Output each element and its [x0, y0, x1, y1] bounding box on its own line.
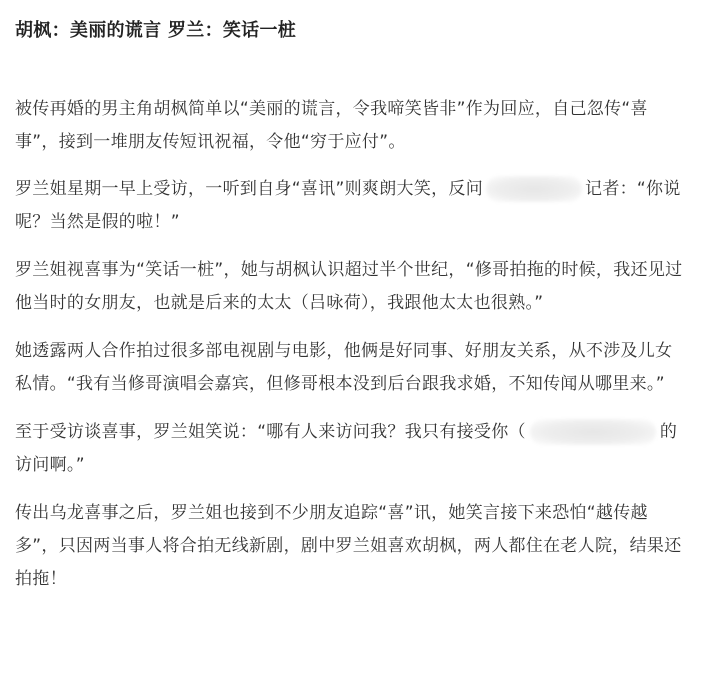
article-title: 胡枫：美丽的谎言 罗兰：笑话一桩	[15, 20, 297, 41]
paragraph-1: 被传再婚的男主角胡枫简单以“美丽的谎言，令我啼笑皆非”作为回应，自己忽传“喜事”，接到一堆朋友传短讯祝福，令他“穷于应付”。	[15, 99, 648, 152]
paragraph-2-text-start: 罗兰姐星期一早上受访，一听到自身“喜讯”则爽朗大笑，反问	[15, 179, 484, 199]
paragraph-2	[15, 173, 689, 239]
paragraph-5	[15, 416, 689, 482]
blurred-redaction	[530, 419, 656, 445]
paragraph-3: 罗兰姐视喜事为“笑话一桩”，她与胡枫认识超过半个世纪，“修哥拍拖的时候，我还见过他当时的女朋友，也就是后来的太太（吕咏荷），我跟他太太也很熟。”	[15, 260, 683, 313]
blurred-redaction	[486, 176, 582, 202]
paragraph-6: 传出乌龙喜事之后，罗兰姐也接到不少朋友追踪“喜”讯，她笑言接下来恐怕“越传越多”，只因两当事人将合拍无线新剧，剧中罗兰姐喜欢胡枫，两人都住在老人院，结果还拍拖！	[15, 503, 682, 589]
paragraph-5-text-start: 至于受访谈喜事，罗兰姐笑说：“哪有人来访问我？我只有接受你（	[15, 422, 526, 442]
article-body	[15, 93, 689, 596]
paragraph-5-text-end: 的访问啊。”	[15, 422, 678, 475]
paragraph-2-text-end: 记者：“你说呢？当然是假的啦！”	[15, 179, 681, 232]
paragraph-4: 她透露两人合作拍过很多部电视剧与电影，他俩是好同事、好朋友关系，从不涉及儿女私情。“我有当修哥演唱会嘉宾，但修哥根本没到后台跟我求婚，不知传闻从哪里来。”	[15, 341, 673, 394]
